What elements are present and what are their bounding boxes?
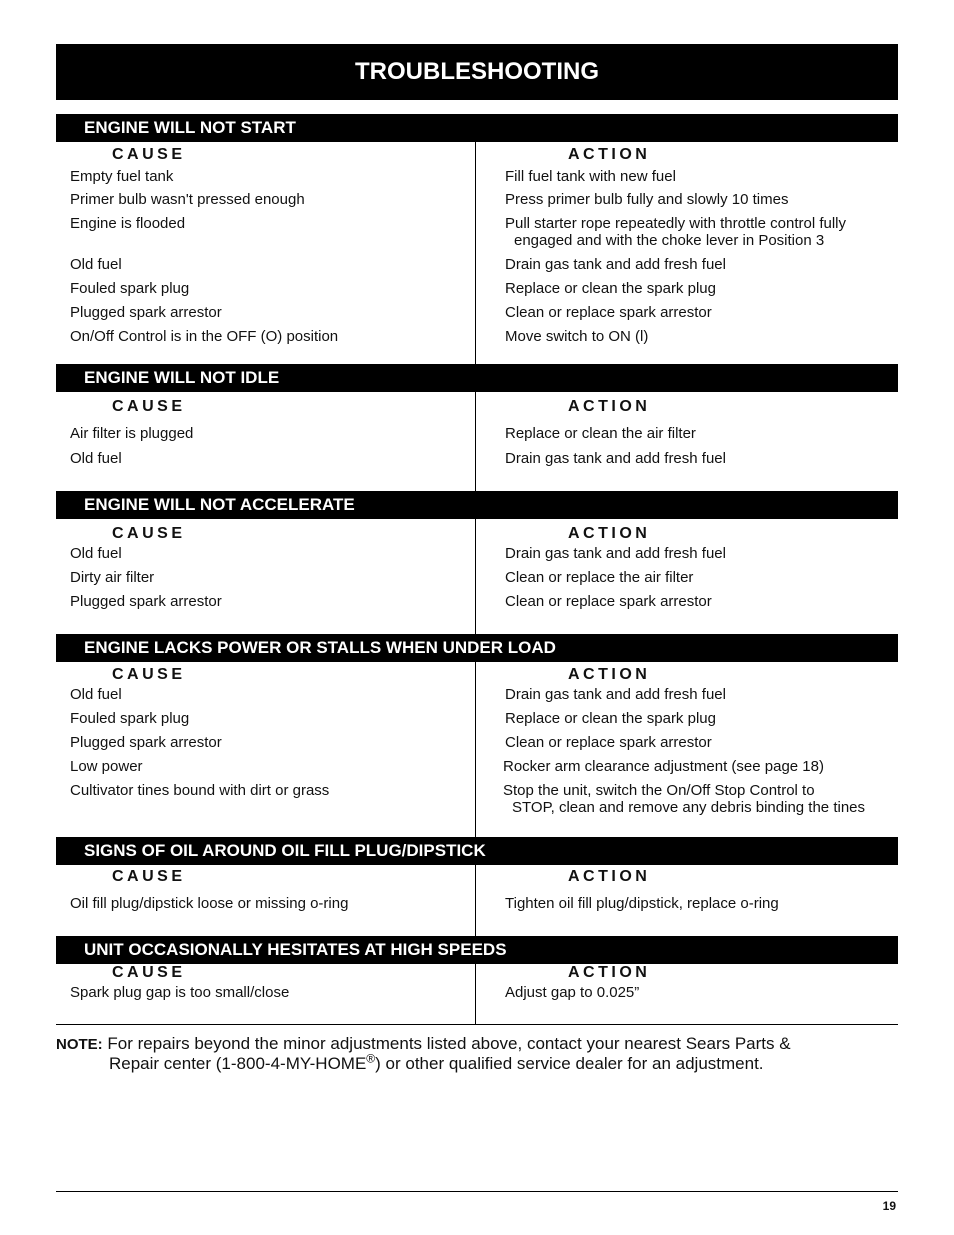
cause-text: Plugged spark arrestor xyxy=(70,304,222,321)
section-1 xyxy=(56,114,898,364)
action-text xyxy=(505,593,712,610)
action-text xyxy=(505,304,712,321)
cause-column-header: CAUSE xyxy=(112,525,186,542)
cause-text: Oil fill plug/dipstick loose or missing o-ring xyxy=(70,895,349,912)
action-line: Replace or clean the air filter xyxy=(505,425,696,442)
section-3 xyxy=(56,491,898,634)
action-text xyxy=(503,758,824,775)
note-line-2-end: ) or other qualified service dealer for an adjustment. xyxy=(375,1054,764,1073)
repair-note xyxy=(56,1034,898,1073)
cause-column-header: CAUSE xyxy=(112,666,186,683)
cause-text: Air filter is plugged xyxy=(70,425,194,442)
action-line: Stop the unit, switch the On/Off Stop Control to xyxy=(503,782,815,799)
cause-text: Fouled spark plug xyxy=(70,280,190,297)
section-heading: ENGINE WILL NOT ACCELERATE xyxy=(56,491,898,519)
action-line: Fill fuel tank with new fuel xyxy=(505,168,676,185)
action-text xyxy=(505,895,779,912)
cause-text: Plugged spark arrestor xyxy=(70,593,222,610)
column-divider xyxy=(475,519,476,634)
cause-text: Engine is flooded xyxy=(70,215,186,232)
cause-text: Primer bulb wasn't pressed enough xyxy=(70,191,305,208)
cause-text: Cultivator tines bound with dirt or grass xyxy=(70,782,330,799)
cause-text: Old fuel xyxy=(70,450,122,467)
action-line: Drain gas tank and add fresh fuel xyxy=(505,686,726,703)
action-line: Clean or replace spark arrestor xyxy=(505,593,712,610)
action-column-header: ACTION xyxy=(568,398,651,415)
action-line: Clean or replace the air filter xyxy=(505,569,694,586)
note-line-1: For repairs beyond the minor adjustments listed above, contact your nearest Sears Parts & xyxy=(107,1034,791,1053)
action-line: Pull starter rope repeatedly with throttle control fully xyxy=(505,215,846,232)
action-text xyxy=(505,191,788,208)
cause-text: Old fuel xyxy=(70,545,122,562)
table-bottom-rule xyxy=(56,1024,898,1025)
action-text xyxy=(505,734,712,751)
cause-text: Old fuel xyxy=(70,256,122,273)
action-text xyxy=(505,710,716,727)
section-heading: ENGINE WILL NOT IDLE xyxy=(56,364,898,392)
cause-column-header: CAUSE xyxy=(112,398,186,415)
note-line-2-start: Repair center (1-800-4-MY-HOME xyxy=(109,1054,367,1073)
section-body xyxy=(56,662,898,837)
action-column-header: ACTION xyxy=(568,666,651,683)
column-divider xyxy=(475,392,476,491)
action-line: Drain gas tank and add fresh fuel xyxy=(505,545,726,562)
action-text xyxy=(505,256,726,273)
column-divider xyxy=(475,662,476,837)
action-column-header: ACTION xyxy=(568,146,651,163)
section-5 xyxy=(56,837,898,936)
note-line-2 xyxy=(56,1051,898,1073)
action-text xyxy=(505,280,716,297)
action-text xyxy=(505,450,726,467)
section-body xyxy=(56,865,898,936)
action-text xyxy=(505,984,639,1001)
cause-text: Low power xyxy=(70,758,143,775)
cause-text: On/Off Control is in the OFF (O) position xyxy=(70,328,339,345)
page-title: TROUBLESHOOTING xyxy=(56,44,898,100)
column-divider xyxy=(475,865,476,936)
cause-text: Plugged spark arrestor xyxy=(70,734,222,751)
action-line: Drain gas tank and add fresh fuel xyxy=(505,256,726,273)
cause-text: Fouled spark plug xyxy=(70,710,190,727)
cause-text: Dirty air filter xyxy=(70,569,155,586)
action-text xyxy=(505,569,693,586)
action-column-header: ACTION xyxy=(568,868,651,885)
section-heading: SIGNS OF OIL AROUND OIL FILL PLUG/DIPSTICK xyxy=(56,837,898,865)
action-line: engaged and with the choke lever in Position 3 xyxy=(514,232,825,249)
column-divider xyxy=(475,964,476,1025)
action-line: Tighten oil fill plug/dipstick, replace o-ring xyxy=(505,895,779,912)
section-body xyxy=(56,392,898,491)
note-label: NOTE: xyxy=(56,1036,103,1053)
action-line: STOP, clean and remove any debris binding the tines xyxy=(512,799,865,816)
action-text xyxy=(505,425,696,442)
action-column-header: ACTION xyxy=(568,964,651,981)
action-text xyxy=(505,215,846,249)
action-text xyxy=(505,545,726,562)
action-line: Move switch to ON (l) xyxy=(505,328,649,345)
cause-column-header: CAUSE xyxy=(112,868,186,885)
page-number: 19 xyxy=(882,1199,896,1213)
cause-column-header: CAUSE xyxy=(112,146,186,163)
section-6 xyxy=(56,936,898,1025)
action-text xyxy=(505,168,676,185)
section-4 xyxy=(56,634,898,837)
action-line: Clean or replace spark arrestor xyxy=(505,734,712,751)
action-column-header: ACTION xyxy=(568,525,651,542)
action-line: Replace or clean the spark plug xyxy=(505,280,716,297)
footer-rule xyxy=(56,1191,898,1192)
section-heading: ENGINE WILL NOT START xyxy=(56,114,898,142)
cause-text: Spark plug gap is too small/close xyxy=(70,984,290,1001)
section-body xyxy=(56,519,898,634)
section-body xyxy=(56,142,898,364)
action-line: Rocker arm clearance adjustment (see page 18) xyxy=(503,758,824,775)
column-divider xyxy=(475,142,476,364)
registered-mark: ® xyxy=(366,1051,376,1066)
action-line: Press primer bulb fully and slowly 10 times xyxy=(505,191,789,208)
action-text xyxy=(505,328,648,345)
action-line: Clean or replace spark arrestor xyxy=(505,304,712,321)
action-line: Drain gas tank and add fresh fuel xyxy=(505,450,726,467)
section-body xyxy=(56,964,898,1025)
section-heading: ENGINE LACKS POWER OR STALLS WHEN UNDER LOAD xyxy=(56,634,898,662)
section-2 xyxy=(56,364,898,491)
cause-text: Empty fuel tank xyxy=(70,168,174,185)
action-text xyxy=(503,782,865,816)
section-heading: UNIT OCCASIONALLY HESITATES AT HIGH SPEEDS xyxy=(56,936,898,964)
cause-text: Old fuel xyxy=(70,686,122,703)
action-text xyxy=(505,686,726,703)
action-line: Adjust gap to 0.025” xyxy=(505,984,640,1001)
action-line: Replace or clean the spark plug xyxy=(505,710,716,727)
cause-column-header: CAUSE xyxy=(112,964,186,981)
